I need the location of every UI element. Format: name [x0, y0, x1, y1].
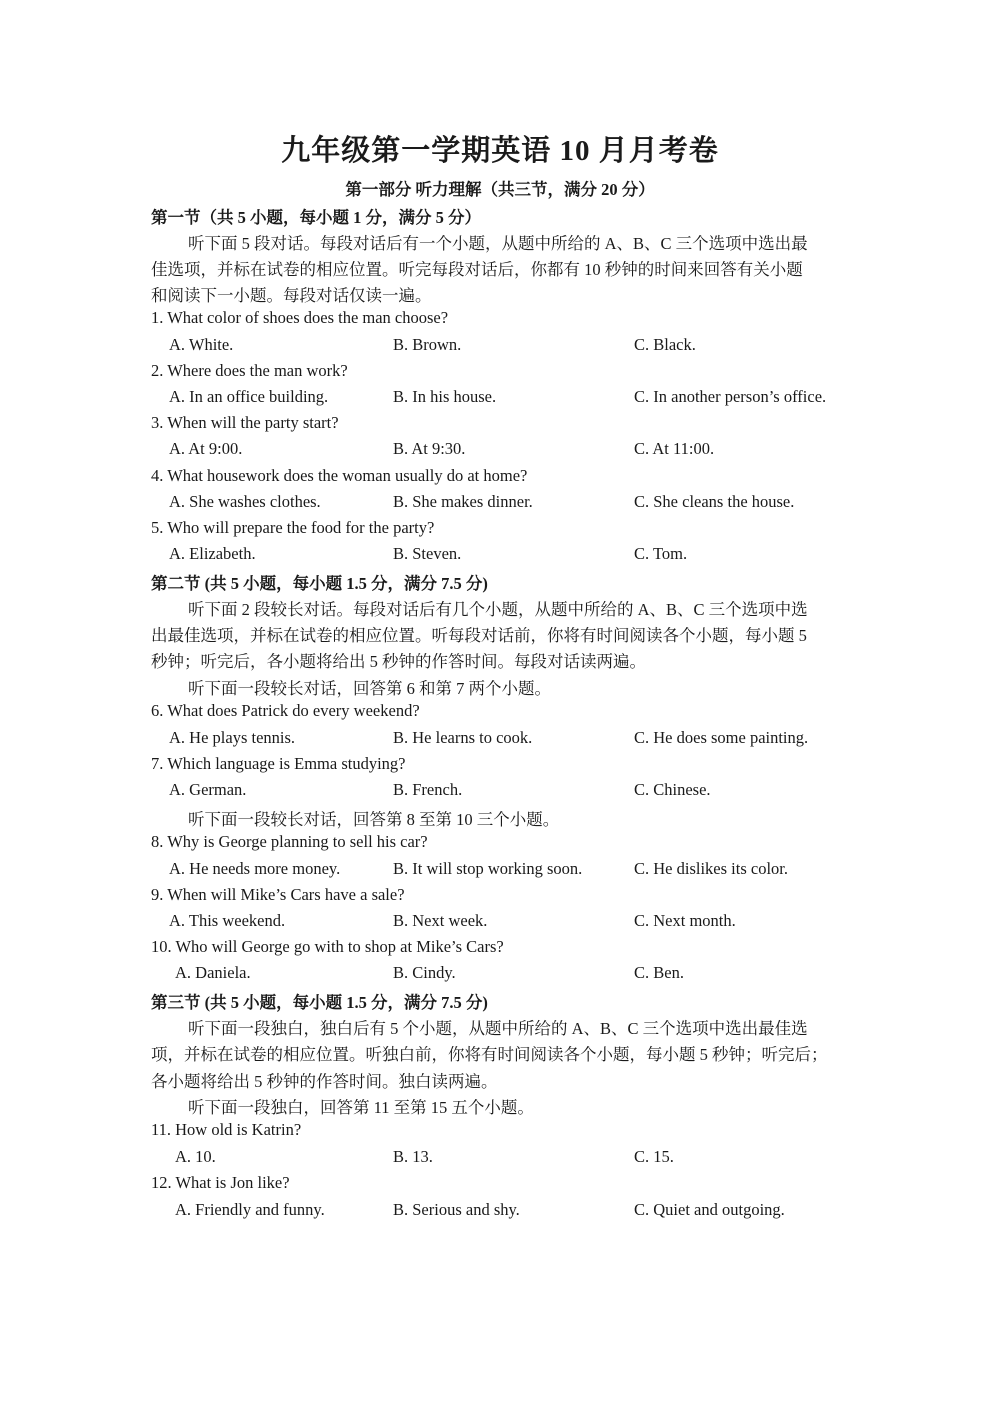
option-c: C. In another person’s office.	[634, 387, 827, 406]
option-a: A. Daniela.	[175, 963, 251, 982]
question-12: 12. What is Jon like?	[151, 1173, 290, 1192]
question-1: 1. What color of shoes does the man choose?	[151, 308, 449, 327]
question-6: 6. What does Patrick do every weekend?	[151, 701, 420, 720]
option-a: A. White.	[169, 335, 234, 354]
option-c: C. Quiet and outgoing.	[634, 1200, 785, 1219]
option-c: C. Black.	[634, 335, 696, 354]
option-b: B. French.	[393, 780, 463, 799]
option-b: B. Cindy.	[393, 963, 456, 982]
section1-heading: 第一节（共 5 小题，每小题 1 分，满分 5 分）	[151, 208, 481, 227]
option-a: A. Elizabeth.	[169, 544, 256, 563]
section1-instruction-line: 和阅读下一小题。每段对话仅读一遍。	[151, 286, 432, 305]
option-a: A. Friendly and funny.	[175, 1200, 325, 1219]
option-b: B. He learns to cook.	[393, 728, 533, 747]
section3-heading: 第三节 (共 5 小题，每小题 1.5 分，满分 7.5 分)	[151, 993, 488, 1012]
option-a: A. She washes clothes.	[169, 492, 321, 511]
option-b: B. 13.	[393, 1147, 433, 1166]
option-a: A. 10.	[175, 1147, 216, 1166]
question-9: 9. When will Mike’s Cars have a sale?	[151, 885, 405, 904]
option-a: A. In an office building.	[169, 387, 329, 406]
section2-instruction-line: 秒钟；听完后，各小题将给出 5 秒钟的作答时间。每段对话读两遍。	[151, 652, 646, 671]
section3-instruction-line: 听下面一段独白，独白后有 5 个小题，从题中所给的 A、B、C 三个选项中选出最佳选	[188, 1019, 808, 1038]
section2-heading: 第二节 (共 5 小题，每小题 1.5 分，满分 7.5 分)	[151, 574, 488, 593]
section2-instruction-line: 听下面 2 段较长对话。每段对话后有几个小题，从题中所给的 A、B、C 三个选项中选	[188, 600, 808, 619]
option-b: B. It will stop working soon.	[393, 859, 583, 878]
option-c: C. Chinese.	[634, 780, 711, 799]
section2-note-2: 听下面一段较长对话，回答第 8 至第 10 三个小题。	[188, 810, 560, 829]
option-b: B. Serious and shy.	[393, 1200, 520, 1219]
option-c: C. Ben.	[634, 963, 684, 982]
question-7: 7. Which language is Emma studying?	[151, 754, 406, 773]
option-a: A. At 9:00.	[169, 439, 243, 458]
part1-heading: 第一部分 听力理解（共三节，满分 20 分）	[345, 180, 655, 199]
section2-instruction-line: 出最佳选项，并标在试卷的相应位置。听每段对话前，你将有时间阅读各个小题，每小题 5	[151, 626, 807, 645]
option-c: C. He does some painting.	[634, 728, 809, 747]
section3-instruction-line: 项，并标在试卷的相应位置。听独白前，你将有时间阅读各个小题，每小题 5 秒钟；听完后；	[151, 1045, 828, 1064]
option-b: B. At 9:30.	[393, 439, 466, 458]
option-c: C. She cleans the house.	[634, 492, 795, 511]
exam-title: 九年级第一学期英语 10 月月考卷	[281, 135, 719, 167]
question-4: 4. What housework does the woman usually do at home?	[151, 466, 528, 485]
option-c: C. Tom.	[634, 544, 688, 563]
option-b: B. Next week.	[393, 911, 488, 930]
option-a: A. He needs more money.	[169, 859, 341, 878]
question-2: 2. Where does the man work?	[151, 361, 348, 380]
section2-note-1: 听下面一段较长对话，回答第 6 和第 7 两个小题。	[188, 679, 551, 698]
question-8: 8. Why is George planning to sell his car?	[151, 832, 428, 851]
section3-note-1: 听下面一段独白，回答第 11 至第 15 五个小题。	[188, 1098, 534, 1117]
option-b: B. In his house.	[393, 387, 497, 406]
option-c: C. He dislikes its color.	[634, 859, 788, 878]
question-11: 11. How old is Katrin?	[151, 1120, 302, 1139]
option-c: C. At 11:00.	[634, 439, 715, 458]
option-b: B. She makes dinner.	[393, 492, 533, 511]
question-5: 5. Who will prepare the food for the party?	[151, 518, 435, 537]
option-c: C. Next month.	[634, 911, 736, 930]
section1-instruction-line: 听下面 5 段对话。每段对话后有一个小题，从题中所给的 A、B、C 三个选项中选出最	[188, 234, 808, 253]
option-c: C. 15.	[634, 1147, 674, 1166]
question-3: 3. When will the party start?	[151, 413, 339, 432]
option-a: A. He plays tennis.	[169, 728, 296, 747]
option-a: A. German.	[169, 780, 247, 799]
option-b: B. Brown.	[393, 335, 462, 354]
question-10: 10. Who will George go with to shop at Mike’s Cars?	[151, 937, 504, 956]
section3-instruction-line: 各小题将给出 5 秒钟的作答时间。独白读两遍。	[151, 1072, 498, 1091]
option-a: A. This weekend.	[169, 911, 286, 930]
section1-instruction-line: 佳选项，并标在试卷的相应位置。听完每段对话后，你都有 10 秒钟的时间来回答有关小题	[151, 260, 803, 279]
option-b: B. Steven.	[393, 544, 462, 563]
